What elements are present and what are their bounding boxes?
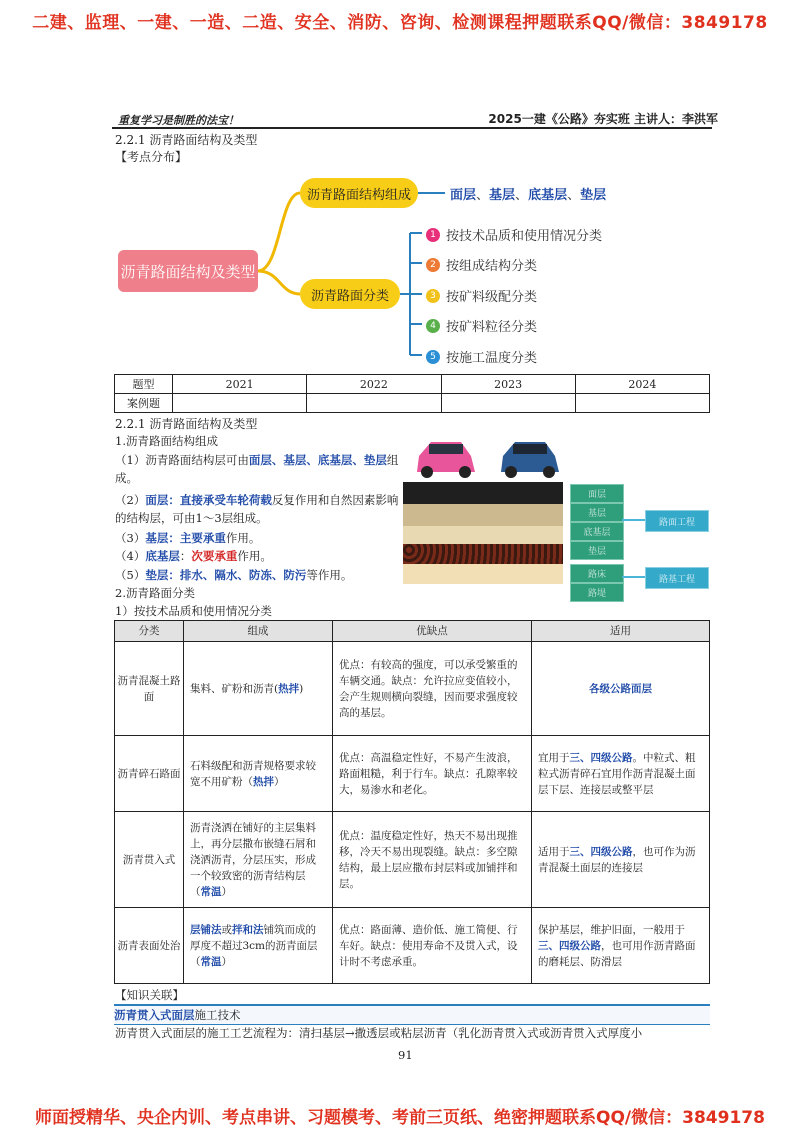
item-text: 按技术品质和使用情况 (446, 229, 577, 244)
highlight: 拌和法 (232, 923, 264, 936)
highlight: 各级公路面层 (589, 682, 652, 695)
highlight: 沥青贯入式面层 (114, 1008, 195, 1022)
text: 组成。 (115, 453, 399, 485)
text: ： (179, 549, 192, 563)
cell-type: 沥青贯入式 (115, 812, 184, 908)
leaf-surface: 面层 (450, 188, 477, 203)
item-text: 按矿料级配 (446, 290, 512, 305)
label-roadbed: 路床 (570, 564, 624, 583)
leaf-base: 基层 (489, 188, 516, 203)
paragraph-composition (115, 451, 400, 487)
highlight: 垫层 (363, 453, 387, 467)
item-suffix: 分类 (511, 320, 538, 335)
mindmap-item (426, 347, 537, 366)
text: 集料、矿粉和沥青( (190, 682, 279, 695)
number-badge: 4 (426, 319, 440, 333)
text: 适用于 (538, 845, 570, 858)
cell-proscons: 优点：有较高的强度，可以承受繁重的车辆交通。缺点：允许拉应变值较小，会产生规则横向裂缝，因而要求强度较高的基层。 (333, 642, 532, 736)
bracket-lines (622, 480, 646, 605)
year-row-label: 案例题 (115, 394, 173, 413)
item-suffix: 分类 (511, 351, 538, 366)
paragraph-base (115, 529, 260, 547)
table-row (115, 642, 710, 736)
highlight: 热拌 (253, 775, 274, 788)
highlight: 层铺法 (190, 923, 222, 936)
col-header: 适用 (532, 621, 710, 642)
text: （3） (115, 531, 146, 545)
road-cross-section (403, 432, 563, 602)
cell-composition (184, 812, 333, 908)
label-cushion: 垫层 (570, 541, 624, 560)
highlight: 面层：直接承受车轮荷载 (145, 493, 272, 507)
text: ） (221, 885, 232, 898)
item-suffix: 分类 (511, 259, 538, 274)
item-suffix: 分类 (576, 229, 603, 244)
table-row (115, 812, 710, 908)
leaf-cushion: 垫层 (580, 188, 607, 203)
year-header: 2024 (575, 375, 709, 394)
text: 作用。 (237, 549, 272, 563)
layer-subbase (403, 526, 563, 544)
number-badge: 5 (426, 350, 440, 364)
highlight: 垫层：排水、隔水、防冻、防污 (145, 568, 307, 582)
cell-usage (532, 642, 710, 736)
text: （1）沥青路面结构层可由 (115, 453, 249, 467)
year-header: 2021 (173, 375, 307, 394)
year-header: 2022 (307, 375, 441, 394)
highlight: 常温 (200, 955, 222, 968)
item-text: 按矿料粒径 (446, 320, 512, 335)
knowledge-title (114, 1004, 710, 1025)
year-header-type: 题型 (115, 375, 173, 394)
knowledge-text: 沥青贯入式面层的施工工艺流程为：清扫基层→撒透层或粘层沥青（乳化沥青贯入式或沥青贯入式厚度小 (115, 1026, 643, 1040)
table-row (115, 908, 710, 984)
red-highlight: 次要承重 (191, 549, 238, 563)
label-base: 基层 (570, 503, 624, 522)
text: ，也可作为沥青混凝土面层的连接层 (538, 845, 696, 874)
classification-table (114, 620, 710, 984)
text: 反复作用和自然因 (271, 493, 364, 507)
item-suffix: 分类 (511, 290, 538, 305)
highlight: 三、四级公路 (538, 939, 601, 952)
kaodian-label: 【考点分布】 (115, 150, 188, 164)
mindmap-branch-classification: 沥青路面分类 (300, 279, 400, 309)
top-banner: 二建、监理、一建、一造、二造、安全、消防、咨询、检测课程押题联系QQ/微信：3849178 (32, 13, 768, 33)
layer-surface (403, 482, 563, 504)
highlight: 常温 (200, 885, 222, 898)
text: 保护基层，维护旧面，一般用于 (538, 923, 685, 936)
group-pavement: 路面工程 (645, 510, 709, 532)
car-illustration (403, 432, 563, 478)
leaf-sep: 、 (515, 188, 529, 203)
cell-usage (532, 812, 710, 908)
cell-usage (532, 736, 710, 812)
text: ） (274, 775, 285, 788)
table-row (115, 736, 710, 812)
year-header: 2023 (441, 375, 575, 394)
layer-cushion (403, 544, 563, 564)
cell-proscons: 优点：路面薄、造价低、施工简便、行车好。缺点：使用寿命不及贯入式，设计时不考虑承重。 (333, 908, 532, 984)
text: 或 (221, 923, 232, 936)
cell-composition (184, 908, 333, 984)
label-surface: 面层 (570, 484, 624, 503)
cell-usage (532, 908, 710, 984)
subheading: 2.沥青路面分类 (115, 586, 195, 600)
text: 铺筑而成的厚度不超过3cm的沥青面层（ (190, 923, 318, 968)
highlight: 底基层 (145, 549, 180, 563)
highlight: 基层：主要承重 (145, 531, 226, 545)
layer-subgrade (403, 564, 563, 584)
mindmap-item (426, 286, 537, 305)
cell-type: 沥青表面处治 (115, 908, 184, 984)
text: （2） (115, 493, 146, 507)
cell-composition (184, 736, 333, 812)
mindmap-item (426, 316, 537, 335)
group-subgrade: 路基工程 (645, 567, 709, 589)
leaf-sep: 、 (476, 188, 490, 203)
paragraph-cushion (115, 566, 352, 584)
col-header: 组成 (184, 621, 333, 642)
section-title: 2.2.1 沥青路面结构及类型 (115, 417, 258, 431)
text: 等作用。 (306, 568, 353, 582)
col-header: 分类 (115, 621, 184, 642)
cell-proscons: 优点：高温稳定性好，不易产生波浪，路面粗糙，利于行车。缺点：孔隙率较大，易渗水和老化。 (333, 736, 532, 812)
number-badge: 1 (426, 228, 440, 242)
text: 沥青浇洒在铺好的主层集料上，再分层撒布嵌缝石屑和浇洒沥青，分层压实，形成一个较致密的沥青结构层（ (190, 821, 316, 898)
text: 施工技术 (194, 1008, 241, 1022)
layer-base (403, 504, 563, 526)
cell-type: 沥青混凝土路面 (115, 642, 184, 736)
page-number: 91 (398, 1048, 413, 1062)
mindmap-item (426, 255, 537, 274)
col-header: 优缺点 (333, 621, 532, 642)
label-subbase: 底基层 (570, 522, 624, 541)
highlight: 三、四级公路 (569, 751, 633, 764)
highlight: 面层、基层、底基层、 (248, 453, 364, 467)
highlight: 三、四级公路 (569, 845, 633, 858)
subheading: 1）按技术品质和使用情况分类 (115, 604, 272, 618)
mindmap-root: 沥青路面结构及类型 (118, 250, 258, 292)
cell-type: 沥青碎石路面 (115, 736, 184, 812)
text: ，也可用作沥青路面的磨耗层、防滑层 (538, 939, 696, 968)
text: 。中粒式、粗粒式沥青碎石宜用作沥青混凝土面层下层、连接层或整平层 (538, 751, 696, 796)
item-text: 按施工温度 (446, 351, 512, 366)
bottom-banner: 师面授精华、央企内训、考点串讲、习题模考、考前三页纸、绝密押题联系QQ/微信：3849178 (35, 1108, 765, 1128)
section-title: 2.2.1 沥青路面结构及类型 (115, 133, 258, 147)
header-course: 2025一建《公路》夯实班 主讲人：李洪军 (488, 112, 718, 126)
mindmap-leaf-layers (450, 184, 606, 203)
header-motto: 重复学习是制胜的法宝！ (118, 114, 239, 127)
text: ） (221, 955, 232, 968)
text: ) (299, 682, 304, 695)
paragraph-subbase (115, 547, 272, 565)
text: 宜用于 (538, 751, 570, 764)
cell-proscons: 优点：温度稳定性好，热天不易出现推移，冷天不易出现裂缝。缺点：多空隙结构，最上层应撒布封层料或加铺拌和层。 (333, 812, 532, 908)
number-badge: 2 (426, 258, 440, 272)
item-text: 按组成结构 (446, 259, 512, 274)
highlight: 热拌 (278, 682, 300, 695)
leaf-sep: 、 (567, 188, 581, 203)
subheading: 1.沥青路面结构组成 (115, 434, 218, 448)
label-embankment: 路堤 (570, 583, 624, 602)
leaf-subbase: 底基层 (528, 188, 568, 203)
text: 素影响的结构层，可由1～3层组成。 (115, 493, 399, 525)
mindmap-branch-composition: 沥青路面结构组成 (300, 178, 418, 208)
exam-year-table (114, 374, 710, 413)
text: （5） (115, 568, 146, 582)
number-badge: 3 (426, 289, 440, 303)
mindmap-item (426, 225, 602, 244)
text: 作用。 (225, 531, 261, 545)
paragraph-surface (115, 491, 400, 527)
cell-composition (184, 642, 333, 736)
text: 石料级配和沥青规格要求较宽不用矿粉（ (190, 759, 316, 788)
knowledge-label: 【知识关联】 (115, 988, 184, 1002)
text: （4） (115, 549, 146, 563)
